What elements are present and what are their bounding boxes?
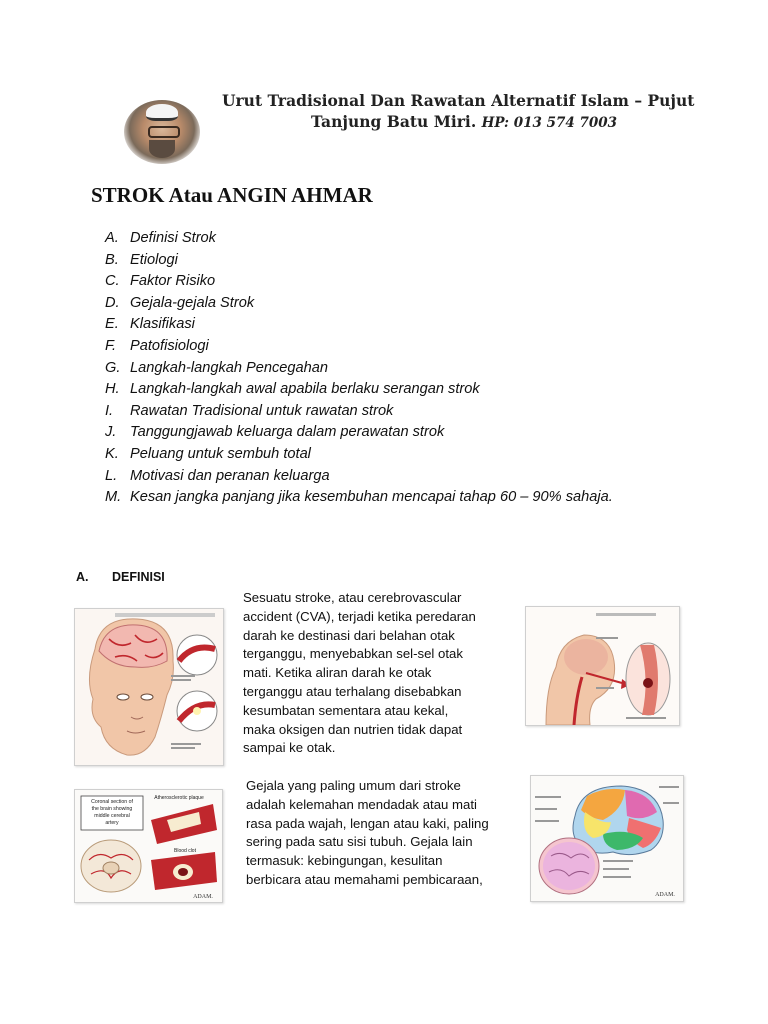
contents-item: B. Etiologi (105, 251, 178, 268)
figure-brain-arteries-illustration (74, 608, 224, 766)
adam-logo-1: ADAM. (193, 894, 213, 900)
header-location: Tanjung Batu Miri. (311, 112, 477, 131)
contents-item: I. Rawatan Tradisional untuk rawatan strok (105, 402, 394, 419)
header-line-2 (311, 112, 617, 131)
coronal-label-4: artery (105, 820, 119, 826)
contents-item: L. Motivasi dan peranan keluarga (105, 467, 330, 484)
contents-item: E. Klasifikasi (105, 316, 195, 333)
contents-item: D. Gejala-gejala Strok (105, 294, 255, 311)
figure-brain-lobes-illustration (530, 775, 684, 902)
plaque-label: Atherosclerotic plaque (154, 795, 204, 801)
figure-carotid-clot-illustration (525, 606, 680, 726)
carotid-clot-svg (526, 607, 679, 725)
contents-item: A. Definisi Strok (105, 230, 216, 246)
brain-arteries-svg (75, 609, 223, 765)
adam-logo-2: ADAM. (655, 892, 675, 898)
header-phone: HP: 013 574 7003 (481, 115, 618, 131)
contents-item: G. Langkah-langkah Pencegahan (105, 359, 328, 376)
section-heading-definisi: A. DEFINISI (76, 570, 165, 584)
coronal-label-3: middle cerebral (94, 813, 130, 819)
contents-item: K. Peluang untuk sembuh total (105, 445, 311, 462)
author-photo-cap (146, 104, 178, 121)
author-photo (124, 100, 200, 164)
contents-item: F. Patofisiologi (105, 337, 209, 354)
coronal-section-svg (75, 790, 222, 902)
contents-item: C. Faktor Risiko (105, 273, 216, 290)
contents-item: H. Langkah-langkah awal apabila berlaku serangan strok (105, 381, 480, 398)
author-photo-glasses (148, 126, 180, 138)
clot-label: Blood clot (174, 848, 196, 854)
brain-lobes-svg (531, 776, 683, 901)
contents-list (105, 228, 613, 509)
document-title: STROK Atau ANGIN AHMAR (91, 183, 373, 207)
symptoms-paragraph: Gejala yang paling umum dari stroke adalah kelemahan mendadak atau mati rasa pada wajah, lengan atau kaki, paling sering pada satu sisi tubuh. Gejala lain termasuk: kebingungan, kesulitan berbicara atau memahami pembicaraan, (246, 778, 489, 887)
author-photo-beard (149, 140, 175, 158)
contents-item: J. Tanggungjawab keluarga dalam perawatan strok (105, 424, 445, 441)
definition-paragraph: Sesuatu stroke, atau cerebrovascular accident (CVA), terjadi ketika peredaran darah ke destinasi dari belahan otak terganggu, menyebabkan sel-sel otak mati. Ketika aliran darah ke otak terganggu atau terhalang disebabkan kesumbatan sementara atau kekal, maka oksigen dan nutrien tidak dapat sampai ke otak. (243, 590, 476, 756)
coronal-label-2: the brain showing (91, 806, 133, 812)
contents-item: M. Kesan jangka panjang jika kesembuhan mencapai tahap 60 – 90% sahaja. (105, 489, 613, 506)
header-line-1: Urut Tradisional Dan Rawatan Alternatif Islam – Pujut (222, 91, 695, 110)
coronal-label-1: Coronal section of (91, 799, 133, 805)
figure-coronal-section-illustration (74, 789, 223, 903)
